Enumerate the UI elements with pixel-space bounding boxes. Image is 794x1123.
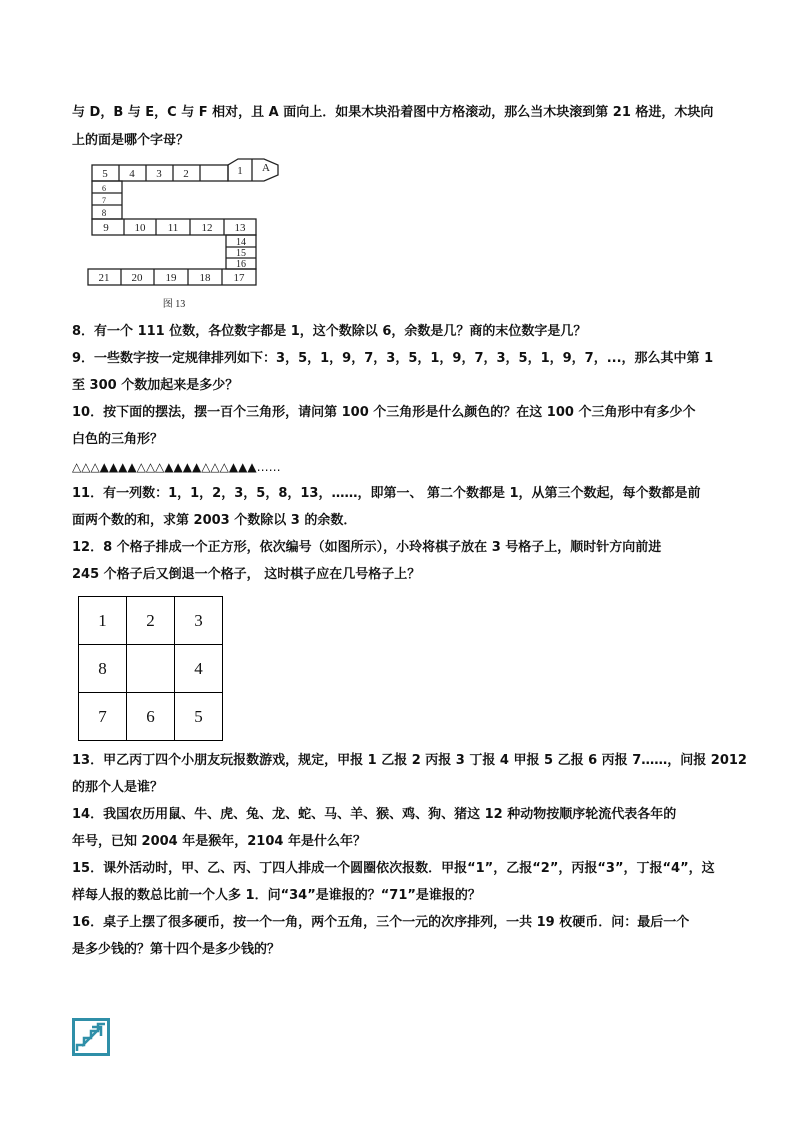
figure-cell: 9 — [103, 222, 109, 234]
figure-cell: 11 — [167, 222, 179, 234]
grid-cell: 1 — [79, 597, 127, 645]
figure-cell: 17 — [233, 272, 245, 284]
question-15-line-1: 15．课外活动时，甲、乙、丙、丁四人排成一个圆圈依次报数．甲报“1”，乙报“2”，丙报“3”，丁报“4”，这 — [72, 861, 715, 876]
grid-cell: 7 — [79, 693, 127, 741]
figure-cell: 6 — [102, 184, 106, 193]
question-continuation-line-1: 与 D，B 与 E，C 与 F 相对，且 A 面向上．如果木块沿着图中方格滚动，那么当木块滚到第 21 格进，木块向 — [72, 105, 714, 120]
figure-cell: 10 — [134, 222, 146, 234]
question-16-line-2: 是多少钱的？第十四个是多少钱的？ — [72, 942, 281, 957]
question-14-line-1: 14．我国农历用鼠、牛、虎、兔、龙、蛇、马、羊、猴、鸡、狗、猪这 12 种动物按顺序轮流代表各年的 — [72, 807, 677, 822]
figure-cell: 7 — [102, 196, 106, 205]
question-10-line-1: 10．按下面的摆法，摆一百个三角形，请问第 100 个三角形是什么颜色的？在这 100 个三角形中有多少个 — [72, 405, 696, 420]
figure-cell: 3 — [156, 168, 162, 180]
figure-cell: 21 — [98, 272, 110, 284]
question-13-line-2: 的那个人是谁？ — [72, 780, 164, 795]
figure-cell: 16 — [236, 259, 246, 270]
question-12-line-1: 12．8 个格子排成一个正方形，依次编号（如图所示），小玲将棋子放在 3 号格子上，顺时针方向前进 — [72, 540, 662, 555]
question-9-line-1: 9．一些数字按一定规律排列如下：3，5，1，9，7，3，5，1，9，7，3，5，1，9，7，...，那么其中第 1 — [72, 351, 714, 366]
figure-cell: 1 — [237, 165, 243, 177]
cube-path-figure — [86, 157, 296, 312]
question-15-line-2: 样每人报的数总比前一个人多 1．问“34”是谁报的？“71”是谁报的？ — [72, 888, 481, 903]
question-11-line-1: 11．有一列数：1，1，2，3，5，8，13，……，即第一、 第二个数都是 1，从第三个数起，每个数都是前 — [72, 486, 701, 501]
grid-cell: 5 — [175, 693, 223, 741]
question-14-line-2: 年号，已知 2004 年是猴年，2104 年是什么年？ — [72, 834, 366, 849]
question-9-line-2: 至 300 个数加起来是多少？ — [72, 378, 239, 393]
figure-cell: 5 — [102, 168, 108, 180]
figure-cell: 18 — [199, 272, 211, 284]
question-continuation-line-2: 上的面是哪个字母？ — [72, 133, 190, 148]
figure-cell: 2 — [183, 168, 189, 180]
stairs-icon — [72, 1018, 110, 1056]
figure-cell: A — [262, 162, 270, 174]
figure-cell: 8 — [101, 208, 107, 218]
number-grid — [78, 596, 223, 741]
figure-cell: 13 — [234, 222, 246, 234]
figure-cell: 20 — [131, 272, 143, 284]
grid-cell: 8 — [79, 645, 127, 693]
triangle-sequence: △△△▲▲▲▲△△△▲▲▲▲△△△▲▲▲…… — [72, 460, 281, 474]
grid-cell: 4 — [175, 645, 223, 693]
question-8: 8．有一个 111 位数，各位数字都是 1，这个数除以 6，余数是几？商的末位数字是几？ — [72, 324, 587, 339]
figure-cell: 15 — [236, 248, 246, 259]
figure-cell: 12 — [201, 222, 213, 234]
question-16-line-1: 16．桌子上摆了很多硬币，按一个一角，两个五角，三个一元的次序排列，一共 19 枚硬币．问：最后一个 — [72, 915, 690, 930]
question-10-line-2: 白色的三角形？ — [72, 432, 164, 447]
question-12-line-2: 245 个格子后又倒退一个格子， 这时棋子应在几号格子上？ — [72, 567, 421, 582]
grid-cell: 3 — [175, 597, 223, 645]
figure-caption: 图 13 — [162, 299, 186, 310]
grid-cell-empty — [127, 645, 175, 693]
grid-cell: 6 — [127, 693, 175, 741]
figure-cell: 19 — [165, 272, 177, 284]
figure-cell: 14 — [236, 237, 246, 248]
grid-cell: 2 — [127, 597, 175, 645]
question-11-line-2: 面两个数的和，求第 2003 个数除以 3 的余数． — [72, 513, 357, 528]
figure-cell: 4 — [129, 168, 135, 180]
question-13-line-1: 13．甲乙丙丁四个小朋友玩报数游戏，规定，甲报 1 乙报 2 丙报 3 丁报 4 甲报 5 乙报 6 丙报 7……，问报 2012 — [72, 753, 747, 768]
